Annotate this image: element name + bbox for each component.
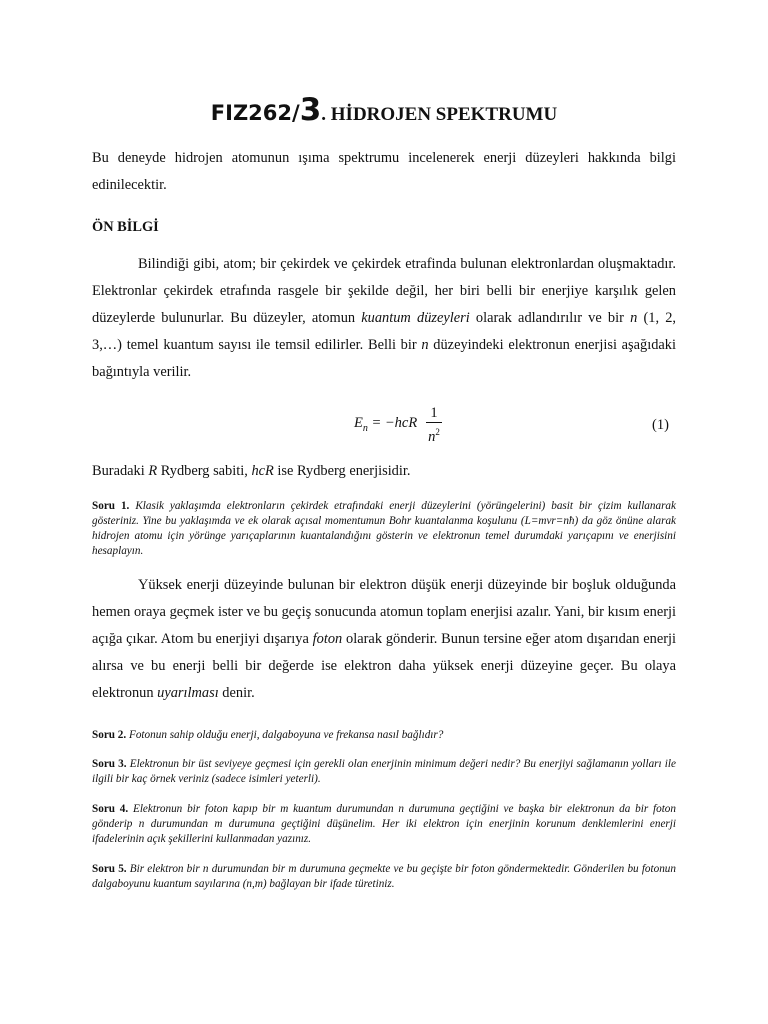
p2-variable-hcr: hcR [251, 463, 274, 479]
title-course-code: FIZ262/ [210, 101, 300, 125]
question-4-block [92, 802, 676, 847]
p3-text-c: denir. [218, 685, 255, 701]
equation-fraction [426, 404, 442, 445]
paragraph-1-block [92, 251, 676, 386]
question-2-text: Fotonun sahip olduğu enerji, dalgaboyuna ve frekansa nasıl bağlıdır? [129, 729, 444, 741]
equation-denominator-n: n [428, 428, 436, 445]
p1-text-c: (1, 2, 3,…) temel kuantum sayısı ile temsil edilirler. Belli bir [92, 310, 677, 353]
p3-text-b: olarak gönderir. Bunun tersine eğer atom dışarıdan enerji alırsa ve bu enerji belli bir değerde ise elektron daha yüksek enerji düzeyine geçer. Bu olaya elektronun [92, 631, 677, 701]
question-4-text: Elektronun bir foton kapıp bir m kuantum durumundan n durumuna geçtiğini ve başka bir elektronun da bir foton gönderip n durumundan m durumuna geçtiğini düşünelim. Her iki elektron için enerjinin korunum denklemlerini enerji ifadelerinin açık şekillerini kullanmadan yazınız. [92, 803, 676, 845]
p2-text-b: Rydberg sabiti, [157, 463, 252, 479]
question-1-label: Soru 1. [92, 500, 130, 512]
equation-subscript-n: n [362, 422, 368, 434]
p2-text-c: ise Rydberg enerjisidir. [273, 463, 411, 479]
section-heading-block [92, 219, 676, 236]
p3-emphasis-foton: foton [312, 631, 343, 647]
p3-emphasis-uyarilmasi: uyarılması [157, 685, 219, 701]
question-5 [92, 862, 676, 892]
question-1 [92, 499, 676, 559]
equation-denominator [426, 423, 442, 445]
question-2 [92, 728, 676, 743]
equation-energy-level [354, 404, 454, 446]
question-3-block [92, 757, 676, 787]
equation-lhs [354, 415, 417, 434]
question-5-block [92, 862, 676, 892]
equation-number: (1) [652, 417, 669, 433]
equation-exponent: 2 [435, 427, 440, 437]
p3-text-a: Yüksek enerji düzeyinde bulunan bir elektron düşük enerji düzeyinde bir boşluk olduğunda hemen oraya geçmek ister ve bu geçiş sonucunda atomun toplam enerjisi azalır. Yani, bir kısım enerji açığa çıkar. Atom bu enerjiyi dışarıya [92, 577, 676, 647]
title-experiment-number: 3 [299, 92, 322, 128]
question-5-label: Soru 5. [92, 863, 127, 875]
paragraph-2-block [92, 458, 676, 485]
p2-text-a: Buradaki [92, 463, 149, 479]
equation-numerator: 1 [430, 405, 438, 421]
equation-e: E [354, 415, 363, 431]
intro-paragraph: Bu deneyde hidrojen atomunun ışıma spektrumu incelenerek enerji düzeyleri hakkında bilgi edinilecektir. [92, 150, 676, 193]
question-1-block [92, 499, 676, 559]
section-heading: ÖN BİLGİ [92, 219, 159, 235]
question-5-text: Bir elektron bir n durumundan bir m durumuna geçmekte ve bu geçişte bir foton göndermektedir. Gönderilen bu fotonun dalgaboyunu kuantum sayılarına (n,m) bağlayan bir ifade türetiniz. [92, 863, 676, 890]
p1-variable-n: n [630, 310, 638, 326]
title-experiment-name: . HİDROJEN SPEKTRUMU [321, 104, 558, 125]
p1-text-d: düzeyindeki elektronun enerjisi aşağıdaki bağıntıyla verilir. [92, 337, 676, 380]
p1-text-b: olarak adlandırılır ve bir [469, 310, 631, 326]
paragraph-2 [92, 458, 676, 485]
intro-block [92, 145, 676, 199]
question-2-block [92, 728, 676, 743]
question-2-label: Soru 2. [92, 729, 127, 741]
p1-emphasis-kuantum: kuantum düzeyleri [361, 310, 470, 326]
question-4 [92, 802, 676, 847]
p2-variable-r: R [148, 463, 158, 479]
p1-text-a: Bilindiği gibi, atom; bir çekirdek ve çekirdek etrafinda bulunan elektronlardan oluşmaktadır. Elektronlar çekirdek etrafında rasgele bir şekilde değil, her biri belli bir enerjiye karşılık gelen düzeylerde bulunurlar. Bu düzeyler, atomun [92, 256, 676, 326]
page-title [0, 92, 768, 128]
question-3-label: Soru 3. [92, 758, 127, 770]
question-1-text: Klasik yaklaşımda elektronların çekirdek etrafındaki enerji düzeylerini (yörüngelerini) basit bir çizim kullanarak gösteriniz. Yine bu yaklaşımda ve ek olarak açısal momentumun Bohr kuantalanma koşulunu (L=mvr=nħ) da göz önüne alarak hidrojen atomu için yörünge yarıçaplarının kuantalandığını gösterin ve elektronun temel durumdaki yarıçapını ve enerjisini hesaplayın. [92, 500, 676, 557]
question-3-text: Elektronun bir üst seviyeye geçmesi için gerekli olan enerjinin minimum değeri nedir? Bu enerjiyi sağlamanın yolları ile ilgili bir kaç örnek veriniz (sadece isimleri yeterli). [92, 758, 676, 785]
equation-hcr: = −hcR [367, 415, 418, 431]
paragraph-3 [92, 572, 676, 707]
paragraph-3-block [92, 572, 676, 707]
paragraph-1 [92, 251, 676, 386]
p1-variable-n-2: n [421, 337, 429, 353]
question-4-label: Soru 4. [92, 803, 129, 815]
question-3 [92, 757, 676, 787]
